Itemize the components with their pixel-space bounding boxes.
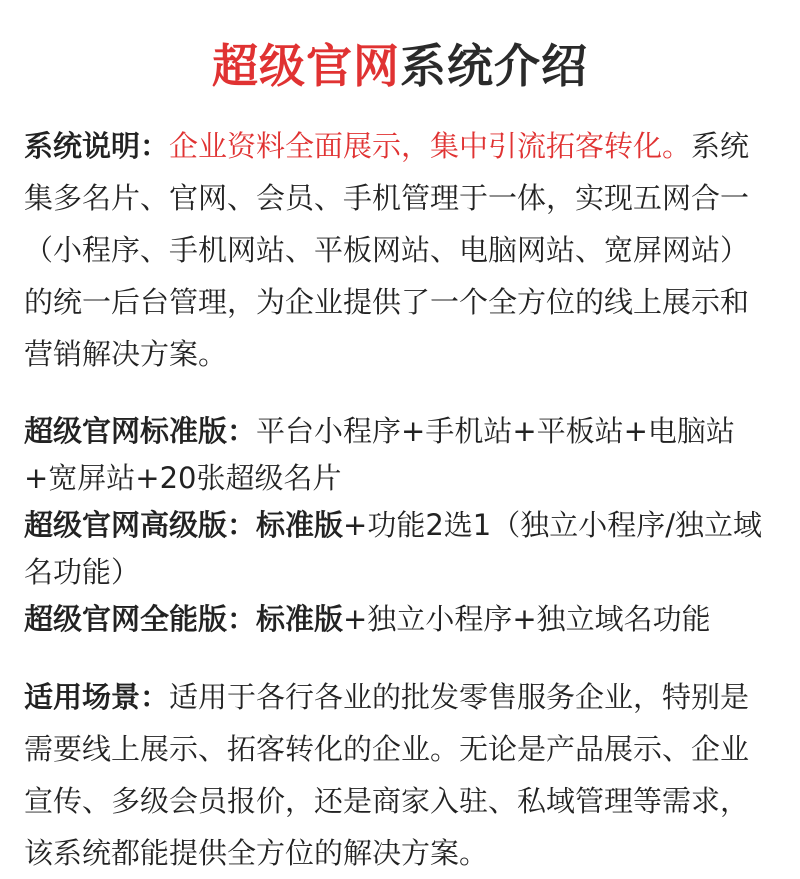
edition-full xyxy=(24,596,776,643)
system-description xyxy=(24,120,776,380)
page-title xyxy=(24,0,776,102)
edition-standard xyxy=(24,408,776,502)
edition-label: 超级官网高级版： xyxy=(24,508,257,542)
scenarios-label: 适用场景： xyxy=(24,680,170,714)
edition-body: 平台小程序+手机站+平板站+电脑站+宽屏站+20张超级名片 xyxy=(24,414,735,495)
description-body: 系统集多名片、官网、会员、手机管理于一体，实现五网合一（小程序、手机网站、平板网站、电脑网站、宽屏网站）的统一后台管理，为企业提供了一个全方位的线上展示和营销解决方案。 xyxy=(24,129,750,371)
title-accent: 超级官网 xyxy=(212,39,400,93)
description-highlight: 企业资料全面展示，集中引流拓客转化。 xyxy=(169,129,692,163)
edition-body: +功能2选1（独立小程序/独立域名功能） xyxy=(24,508,763,589)
edition-advanced xyxy=(24,502,776,596)
scenarios-body: 适用于各行各业的批发零售服务企业，特别是需要线上展示、拓客转化的企业。无论是产品展示、企业宣传、多级会员报价，还是商家入驻、私域管理等需求，该系统都能提供全方位的解决方案。 xyxy=(24,680,750,870)
edition-label: 超级官网标准版： xyxy=(24,414,257,448)
edition-body: +独立小程序+独立域名功能 xyxy=(343,602,711,636)
title-rest: 系统介绍 xyxy=(400,39,588,93)
description-label: 系统说明： xyxy=(24,129,170,163)
edition-label: 超级官网全能版： xyxy=(24,602,257,636)
edition-list xyxy=(24,408,776,643)
edition-prefix: 标准版 xyxy=(256,508,344,542)
usage-scenarios xyxy=(24,671,776,879)
edition-prefix: 标准版 xyxy=(256,602,344,636)
